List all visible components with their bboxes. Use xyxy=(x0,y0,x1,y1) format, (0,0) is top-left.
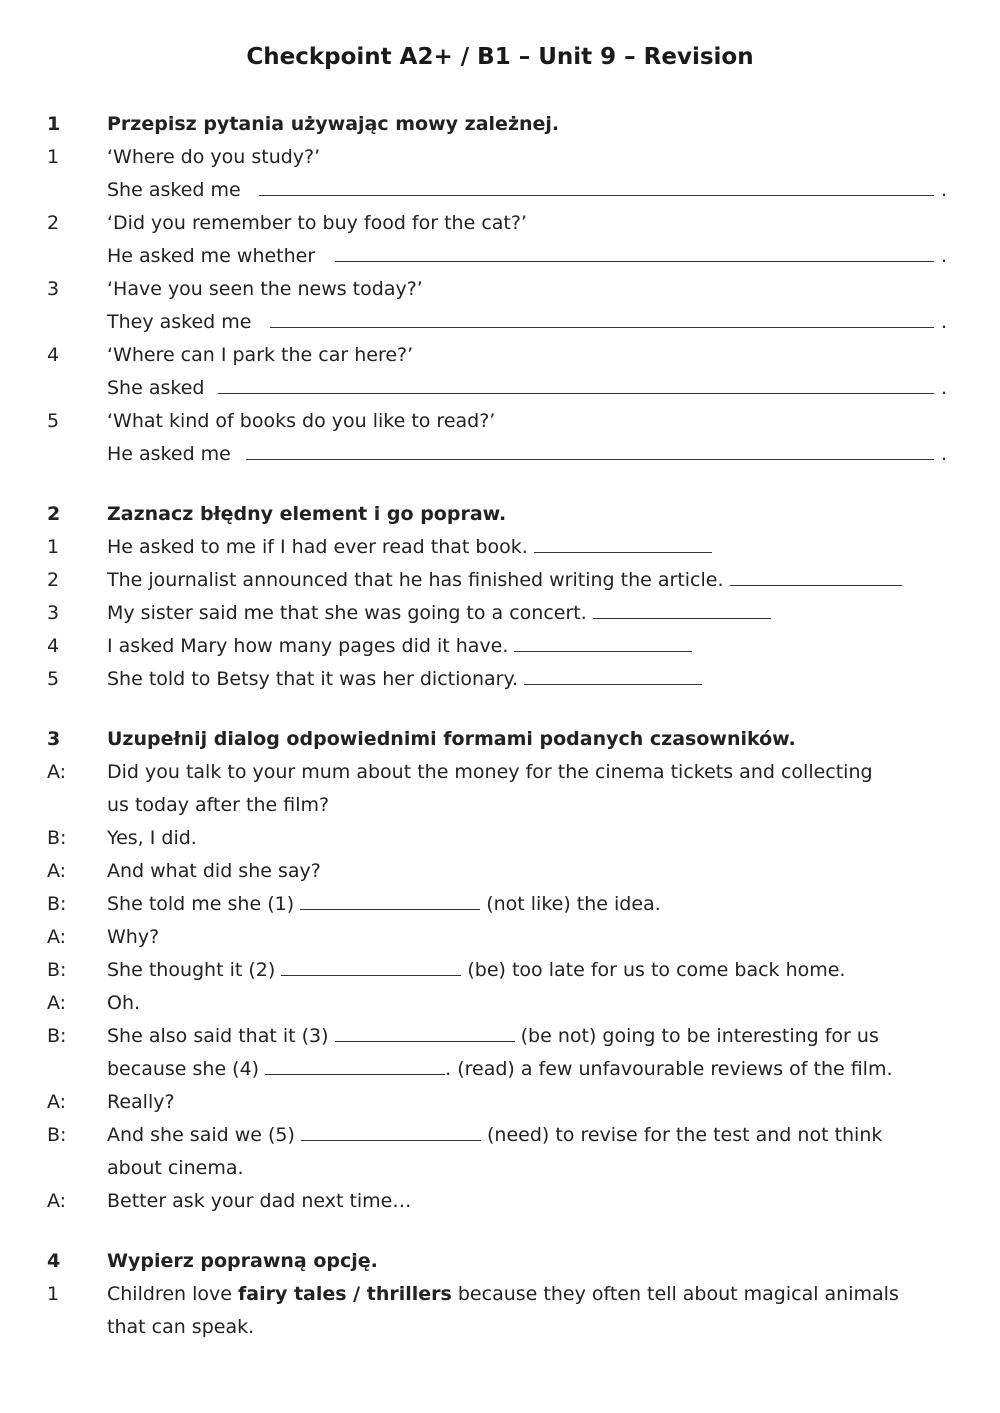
page-title: Checkpoint A2+ / B1 – Unit 9 – Revision xyxy=(246,44,754,70)
question-text: ‘Where do you study?’ xyxy=(107,146,321,168)
item-number: 1 xyxy=(47,146,60,168)
sentence-period: . xyxy=(941,179,948,201)
item-number: 2 xyxy=(47,212,60,234)
answer-prompt: He asked me xyxy=(107,443,231,465)
sentence-continuation: that can speak. xyxy=(107,1316,255,1338)
answer-prompt: She asked xyxy=(107,377,205,399)
exercise-1-question xyxy=(0,207,1000,240)
dialog-line xyxy=(0,822,1000,855)
dialog-text: Yes, I did. xyxy=(107,827,197,849)
exercise-2-item xyxy=(0,663,1000,696)
sentence-text: She told to Betsy that it was her dictionary. xyxy=(107,668,519,690)
dialog-text-before: She told me she (1) xyxy=(107,893,295,915)
section-number: 1 xyxy=(47,113,61,135)
dialog-line-with-gap xyxy=(0,1053,1000,1086)
speaker-label: A: xyxy=(47,1190,67,1212)
sentence-text-after: because they often tell about magical animals xyxy=(457,1283,899,1305)
sentence-period: . xyxy=(941,443,948,465)
sentence-period: . xyxy=(941,245,948,267)
dialog-line xyxy=(0,855,1000,888)
answer-blank[interactable] xyxy=(246,458,934,460)
dialog-line xyxy=(0,1185,1000,1218)
answer-prompt: They asked me xyxy=(107,311,252,333)
question-text: ‘Have you seen the news today?’ xyxy=(107,278,423,300)
item-number: 4 xyxy=(47,635,60,657)
exercise-1-answer-line xyxy=(0,240,1000,273)
question-text: ‘Where can I park the car here?’ xyxy=(107,344,414,366)
option-choice[interactable]: fairy tales / thrillers xyxy=(237,1283,452,1305)
dialog-text-before: And she said we (5) xyxy=(107,1124,295,1146)
exercise-1-question xyxy=(0,339,1000,372)
speaker-label: A: xyxy=(47,761,67,783)
section-3-header xyxy=(0,723,1000,756)
answer-blank[interactable] xyxy=(335,260,934,262)
exercise-1-answer-line xyxy=(0,372,1000,405)
section-instruction: Wypierz poprawną opcję. xyxy=(107,1250,378,1272)
dialog-text: Why? xyxy=(107,926,160,948)
verb-gap-5[interactable] xyxy=(301,1139,481,1141)
item-number: 1 xyxy=(47,1283,60,1305)
section-2-header xyxy=(0,498,1000,531)
dialog-text-after: (need) to revise for the test and not think xyxy=(487,1124,883,1146)
speaker-label: A: xyxy=(47,860,67,882)
question-text: ‘Did you remember to buy food for the cat?’ xyxy=(107,212,527,234)
sentence-text: My sister said me that she was going to a concert. xyxy=(107,602,587,624)
sentence-period: . xyxy=(941,311,948,333)
dialog-text: Oh. xyxy=(107,992,141,1014)
dialog-text-after: (not like) the idea. xyxy=(486,893,661,915)
dialog-line-with-gap xyxy=(0,1119,1000,1152)
exercise-2-item xyxy=(0,564,1000,597)
speaker-label: B: xyxy=(47,893,67,915)
dialog-text: us today after the film? xyxy=(107,794,330,816)
dialog-line xyxy=(0,756,1000,789)
section-instruction: Zaznacz błędny element i go popraw. xyxy=(107,503,507,525)
item-number: 1 xyxy=(47,536,60,558)
section-number: 2 xyxy=(47,503,61,525)
sentence-text: The journalist announced that he has finished writing the article. xyxy=(107,569,724,591)
dialog-line xyxy=(0,1086,1000,1119)
item-number: 2 xyxy=(47,569,60,591)
item-number: 5 xyxy=(47,410,60,432)
correction-blank[interactable] xyxy=(524,683,702,685)
speaker-label: A: xyxy=(47,992,67,1014)
dialog-text-after: (be) too late for us to come back home. xyxy=(467,959,846,981)
dialog-text: Better ask your dad next time… xyxy=(107,1190,412,1212)
dialog-text-after: . (read) a few unfavourable reviews of the film. xyxy=(445,1058,893,1080)
answer-prompt: She asked me xyxy=(107,179,241,201)
exercise-1-question xyxy=(0,141,1000,174)
dialog-text-before: She thought it (2) xyxy=(107,959,276,981)
verb-gap-2[interactable] xyxy=(281,974,461,976)
dialog-line-with-gap xyxy=(0,1020,1000,1053)
speaker-label: B: xyxy=(47,827,67,849)
section-4-header xyxy=(0,1245,1000,1278)
verb-gap-4[interactable] xyxy=(265,1073,445,1075)
exercise-4-item xyxy=(0,1278,1000,1311)
section-1-header xyxy=(0,108,1000,141)
section-number: 3 xyxy=(47,728,61,750)
answer-blank[interactable] xyxy=(270,326,934,328)
dialog-line xyxy=(0,1152,1000,1185)
dialog-text-before: because she (4) xyxy=(107,1058,260,1080)
verb-gap-1[interactable] xyxy=(300,908,480,910)
dialog-text: Really? xyxy=(107,1091,175,1113)
dialog-text: And what did she say? xyxy=(107,860,321,882)
answer-blank[interactable] xyxy=(259,194,934,196)
verb-gap-3[interactable] xyxy=(335,1040,515,1042)
answer-blank[interactable] xyxy=(218,392,934,394)
item-number: 3 xyxy=(47,278,60,300)
item-number: 5 xyxy=(47,668,60,690)
exercise-4-item-continuation xyxy=(0,1311,1000,1344)
dialog-line xyxy=(0,921,1000,954)
section-instruction: Przepisz pytania używając mowy zależnej. xyxy=(107,113,560,135)
sentence-text-before: Children love xyxy=(107,1283,232,1305)
correction-blank[interactable] xyxy=(593,617,771,619)
exercise-1-answer-line xyxy=(0,174,1000,207)
dialog-text: about cinema. xyxy=(107,1157,244,1179)
speaker-label: A: xyxy=(47,926,67,948)
sentence-text: I asked Mary how many pages did it have. xyxy=(107,635,509,657)
dialog-text-before: She also said that it (3) xyxy=(107,1025,329,1047)
speaker-label: B: xyxy=(47,959,67,981)
item-number: 3 xyxy=(47,602,60,624)
question-text: ‘What kind of books do you like to read?’ xyxy=(107,410,496,432)
sentence-period: . xyxy=(941,377,948,399)
dialog-line xyxy=(0,987,1000,1020)
item-number: 4 xyxy=(47,344,60,366)
dialog-text-after: (be not) going to be interesting for us xyxy=(520,1025,879,1047)
exercise-2-item xyxy=(0,630,1000,663)
exercise-2-item xyxy=(0,597,1000,630)
sentence-text: He asked to me if I had ever read that book. xyxy=(107,536,528,558)
dialog-line xyxy=(0,789,1000,822)
section-instruction: Uzupełnij dialog odpowiednimi formami podanych czasowników. xyxy=(107,728,796,750)
exercise-1-question xyxy=(0,273,1000,306)
section-number: 4 xyxy=(47,1250,61,1272)
exercise-1-question xyxy=(0,405,1000,438)
exercise-1-answer-line xyxy=(0,438,1000,471)
exercise-1-answer-line xyxy=(0,306,1000,339)
dialog-line-with-gap xyxy=(0,888,1000,921)
speaker-label: A: xyxy=(47,1091,67,1113)
correction-blank[interactable] xyxy=(730,584,902,586)
correction-blank[interactable] xyxy=(514,650,692,652)
answer-prompt: He asked me whether xyxy=(107,245,316,267)
exercise-2-item xyxy=(0,531,1000,564)
speaker-label: B: xyxy=(47,1025,67,1047)
dialog-line-with-gap xyxy=(0,954,1000,987)
correction-blank[interactable] xyxy=(534,551,712,553)
speaker-label: B: xyxy=(47,1124,67,1146)
dialog-text: Did you talk to your mum about the money for the cinema tickets and collecting xyxy=(107,761,873,783)
